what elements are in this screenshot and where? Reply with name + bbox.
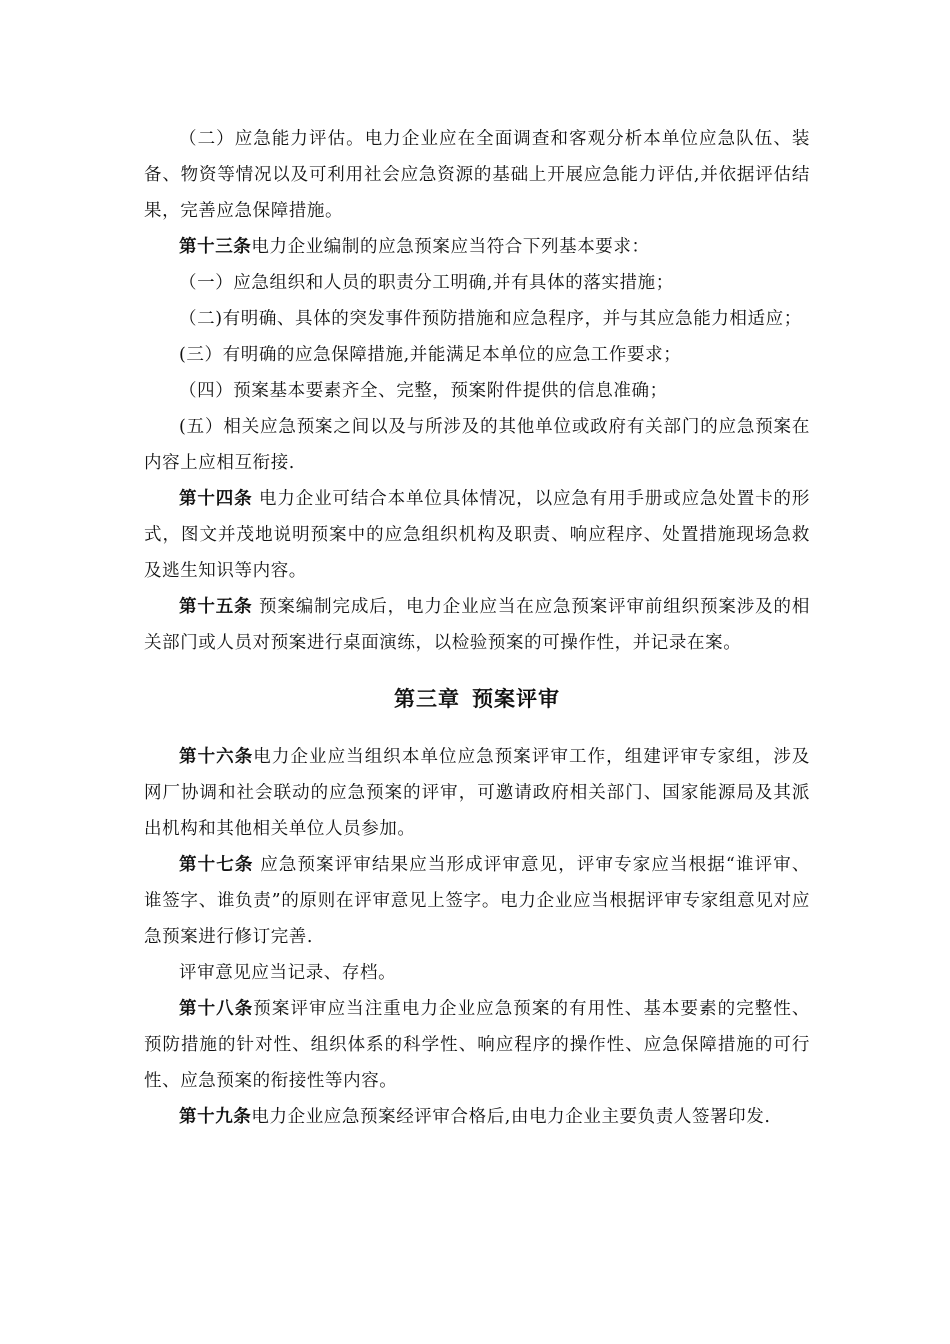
article-number: 第十四条	[179, 489, 253, 509]
article-number: 第十三条	[179, 237, 252, 257]
paragraph	[144, 1099, 810, 1135]
paragraph-text: (五）相关应急预案之间以及与所涉及的其他单位或政府有关部门的应急预案在内容上应相互衔接.	[144, 417, 810, 473]
paragraph	[144, 847, 810, 955]
paragraph	[144, 991, 810, 1099]
paragraph	[144, 121, 810, 229]
paragraph-text: 评审意见应当记录、存档。	[179, 963, 397, 983]
chapter-title: 预案评审	[472, 686, 560, 711]
paragraph	[144, 301, 810, 337]
paragraph	[144, 955, 810, 991]
article-number: 第十六条	[179, 747, 254, 767]
paragraph	[144, 229, 810, 265]
chapter-number: 第三章	[394, 686, 460, 711]
article-number: 第十八条	[179, 999, 254, 1019]
section-before-chapter	[144, 121, 810, 661]
article-number: 第十九条	[179, 1107, 252, 1127]
paragraph	[144, 481, 810, 589]
paragraph	[144, 589, 810, 661]
paragraph-text: （二）应急能力评估。电力企业应在全面调查和客观分析本单位应急队伍、装备、物资等情况以及可利用社会应急资源的基础上开展应急能力评估,并依据评估结果，完善应急保障措施。	[144, 129, 810, 221]
paragraph-text: 电力企业应急预案经评审合格后,由电力企业主要负责人签署印发.	[251, 1107, 771, 1127]
paragraph	[144, 739, 810, 847]
article-number: 第十七条	[179, 855, 254, 875]
document-body	[144, 121, 810, 1135]
paragraph-text: （四）预案基本要素齐全、完整，预案附件提供的信息准确；	[179, 381, 668, 401]
paragraph-text: 电力企业应当组织本单位应急预案评审工作，组建评审专家组，涉及网厂协调和社会联动的应急预案的评审，可邀请政府相关部门、国家能源局及其派出机构和其他相关单位人员参加。	[144, 747, 810, 839]
paragraph-text: (三）有明确的应急保障措施,并能满足本单位的应急工作要求；	[179, 345, 682, 365]
chapter-heading	[144, 679, 810, 719]
paragraph-text: （一）应急组织和人员的职责分工明确,并有具体的落实措施；	[179, 273, 674, 293]
article-number: 第十五条	[179, 597, 253, 617]
paragraph-text: 电力企业可结合本单位具体情况，以应急有用手册或应急处置卡的形式，图文并茂地说明预案中的应急组织机构及职责、响应程序、处置措施现场急救及逃生知识等内容。	[144, 489, 810, 581]
paragraph-text: 应急预案评审结果应当形成评审意见，评审专家应当根据“谁评审、谁签字、谁负责”的原则在评审意见上签字。电力企业应当根据评审专家组意见对应急预案进行修订完善.	[144, 855, 810, 947]
section-after-chapter	[144, 739, 810, 1135]
paragraph-text: 预案编制完成后，电力企业应当在应急预案评审前组织预案涉及的相关部门或人员对预案进行桌面演练，以检验预案的可操作性，并记录在案。	[144, 597, 810, 653]
paragraph	[144, 337, 810, 373]
paragraph	[144, 373, 810, 409]
paragraph	[144, 265, 810, 301]
paragraph	[144, 409, 810, 481]
paragraph-text: 电力企业编制的应急预案应当符合下列基本要求：	[251, 237, 650, 257]
paragraph-text: 预案评审应当注重电力企业应急预案的有用性、基本要素的完整性、预防措施的针对性、组织体系的科学性、响应程序的操作性、应急保障措施的可行性、应急预案的衔接性等内容。	[144, 999, 810, 1091]
paragraph-text: （二)有明确、具体的突发事件预防措施和应急程序，并与其应急能力相适应；	[179, 309, 802, 329]
